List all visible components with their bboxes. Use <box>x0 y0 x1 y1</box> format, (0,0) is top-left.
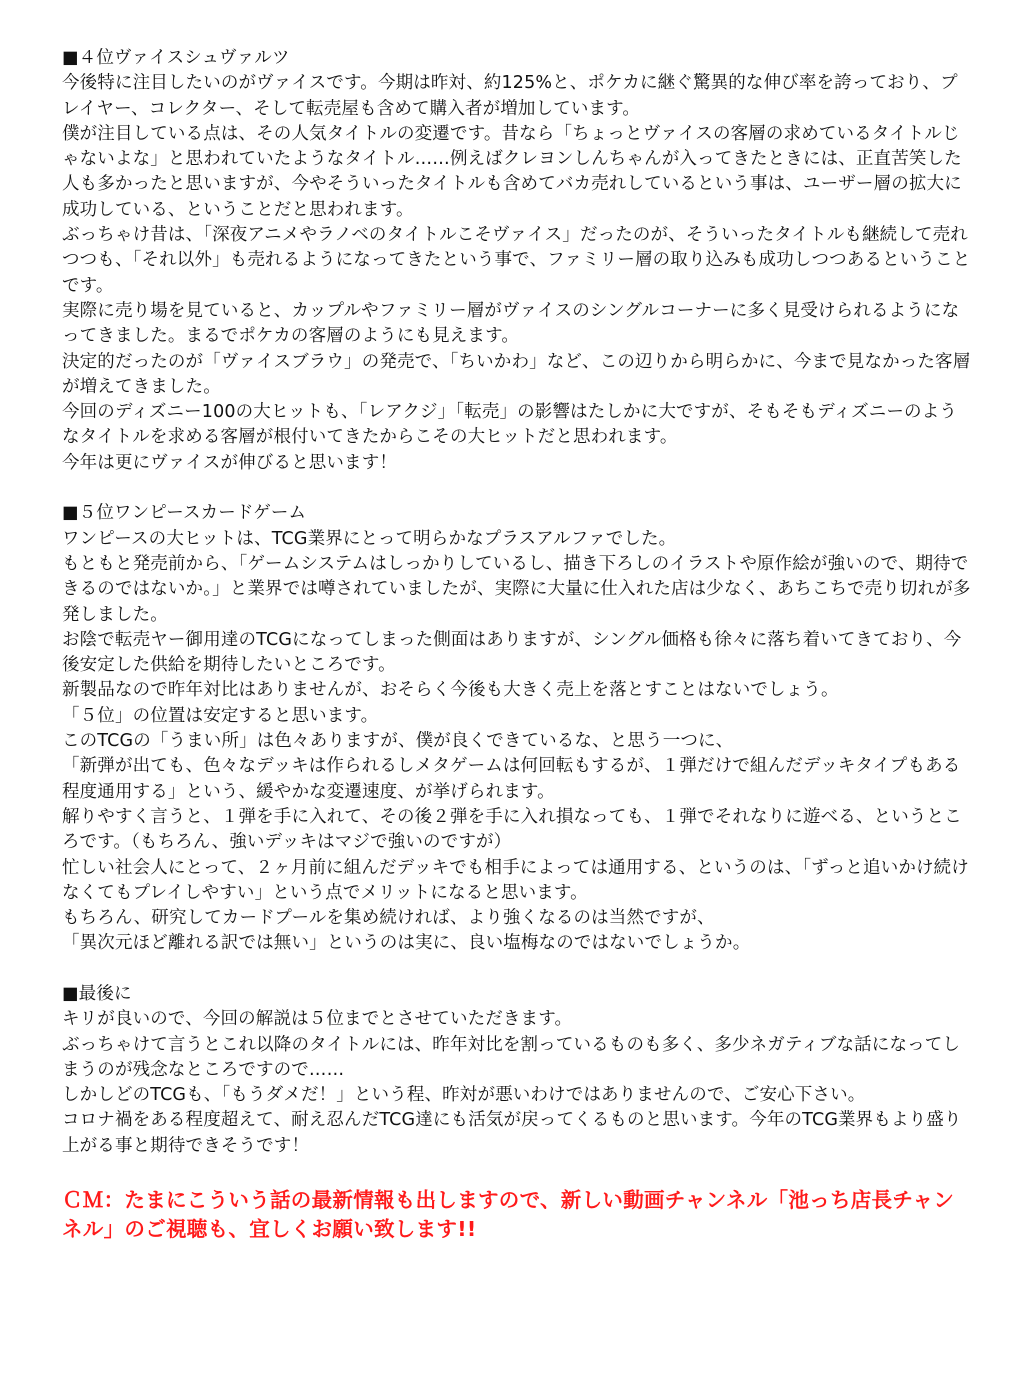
paragraph: 決定的だったのが「ヴァイスブラウ」の発売で、「ちいかわ」など、この辺りから明らかに、今まで見なかった客層が増えてきました。 <box>62 351 971 397</box>
section-spacer <box>62 957 972 982</box>
paragraph: 新製品なので昨年対比はありませんが、おそらく今後も大きく売上を落とすことはないでしょう。 <box>62 680 839 701</box>
paragraph: 僕が注目している点は、その人気タイトルの変遷です。昔なら「ちょっとヴァイスの客層の求めているタイトルじゃないよな」と思われていたようなタイトル……例えばクレヨンしんちゃんが入ってきたときには、正直苦笑した人も多かったと思いますが、今やそういったタイトルも含めてバカ売れしているという事は、ユーザー層の拡大に成功している、ということだと思われます。 <box>62 123 962 220</box>
paragraph: 「５位」の位置は安定すると思います。 <box>62 705 379 726</box>
paragraph: このTCGの「うまい所」は色々ありますが、僕が良くできているな、と思う一つに、 <box>62 731 734 752</box>
paragraph: もともと発売前から、「ゲームシステムはしっかりしているし、描き下ろしのイラストや原作絵が強いので、期待できるのではないか。」と業界では噂されていましたが、実際に大量に仕入れた店は少なく、あちこちで売り切れが多発しました。 <box>62 553 971 625</box>
paragraph: しかしどのTCGも、「もうダメだ！」という程、昨対が悪いわけではありませんので、ご安心下さい。 <box>62 1085 866 1106</box>
section-heading: ■４位ヴァイスシュヴァルツ <box>62 48 290 68</box>
section-weiss-schwarz <box>62 46 972 476</box>
paragraph: お陰で転売ヤー御用達のTCGになってしまった側面はありますが、シングル価格も徐々に落ち着いてきており、今後安定した供給を期待したいところです。 <box>62 629 962 676</box>
paragraph: キリが良いので、今回の解説は５位までとさせていただきます。 <box>62 1009 573 1030</box>
paragraph: コロナ禍をある程度超えて、耐え忍んだTCG達にも活気が戻ってくるものと思います。今年のTCG業界もより盛り上がる事と期待できそうです！ <box>62 1110 962 1156</box>
paragraph: ワンピースの大ヒットは、TCG業界にとって明らかなプラスアルファでした。 <box>62 528 677 549</box>
paragraph: 今後特に注目したいのがヴァイスです。今期は昨対、約125%と、ポケカに継ぐ驚異的な伸び率を誇っており、プレイヤー、コレクター、そして転売屋も含めて購入者が増加しています。 <box>62 73 958 119</box>
article-body <box>62 46 972 1264</box>
section-conclusion <box>62 982 972 1159</box>
paragraph: ぶっちゃけて言うとこれ以降のタイトルには、昨年対比を割っているものも多く、多少ネガティブな話になってしまうのが残念なところですので…… <box>62 1034 961 1080</box>
section-spacer <box>62 476 972 501</box>
channel-promo-notice: ＣＭ：たまにこういう話の最新情報も出しますので、新しい動画チャンネル「池っち店長チャンネル」のご視聴も、宜しくお願い致します!! <box>62 1188 955 1241</box>
paragraph: 解りやすく言うと、１弾を手に入れて、その後２弾を手に入れ損なっても、１弾でそれなりに遊べる、というところです。（もちろん、強いデッキはマジで強いのですが） <box>62 806 962 853</box>
paragraph: 忙しい社会人にとって、２ヶ月前に組んだデッキでも相手によっては通用する、というのは、「ずっと追いかけ続けなくてもプレイしやすい」という点でメリットになると思います。 <box>62 857 969 903</box>
section-one-piece <box>62 501 972 956</box>
paragraph: 今回のディズニー100の大ヒットも、「レアクジ」「転売」の影響はたしかに大ですが、そもそもディズニーのようなタイトルを求める客層が根付いてきたからこその大ヒットだと思われます。 <box>62 402 957 448</box>
paragraph: もちろん、研究してカードプールを集め続ければ、より強くなるのは当然ですが、 <box>62 908 715 929</box>
paragraph: 「異次元ほど離れる訳では無い」というのは実に、良い塩梅なのではないでしょうか。 <box>62 933 751 954</box>
paragraph: 実際に売り場を見ていると、カップルやファミリー層がヴァイスのシングルコーナーに多く見受けられるようになってきました。まるでポケカの客層のようにも見えます。 <box>62 300 960 347</box>
paragraph: 今年は更にヴァイスが伸びると思います！ <box>62 452 397 473</box>
paragraph: 「新弾が出ても、色々なデッキは作られるしメタゲームは何回転もするが、１弾だけで組んだデッキタイプもある程度通用する」という、緩やかな変遷速度、が挙げられます。 <box>62 756 961 802</box>
section-heading: ■５位ワンピースカードゲーム <box>62 503 307 524</box>
section-heading: ■最後に <box>62 983 132 1004</box>
paragraph: ぶっちゃけ昔は、「深夜アニメやラノベのタイトルこそヴァイス」だったのが、そういったタイトルも継続して売れつつも、「それ以外」も売れるようになってきたという事で、ファミリー層の取り込みも成功しつつあるということです。 <box>62 225 971 296</box>
